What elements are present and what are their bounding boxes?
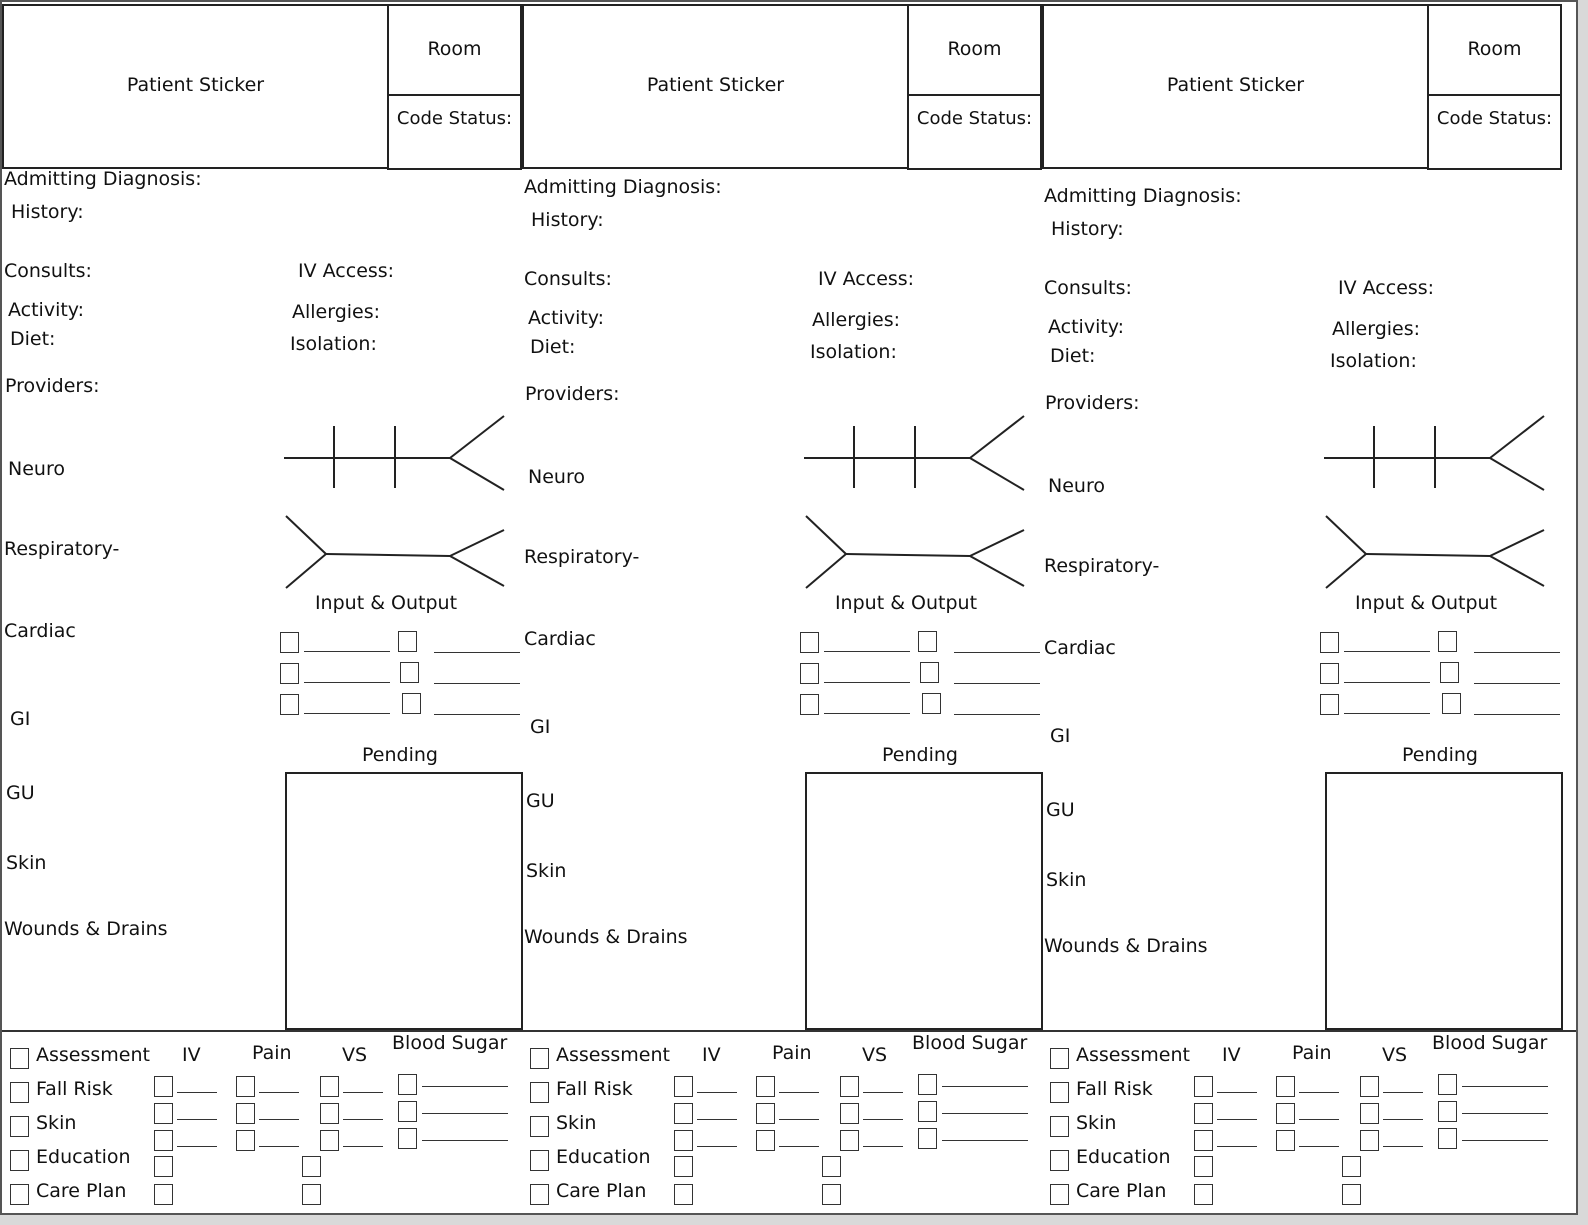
skin-label: Skin <box>6 852 47 874</box>
vs-header: VS <box>862 1044 888 1066</box>
blood-sugar-checkbox[interactable] <box>398 1128 417 1149</box>
checklist-item-label: Education <box>1076 1146 1171 1168</box>
iv-line[interactable] <box>177 1146 217 1147</box>
blood-sugar-checkbox[interactable] <box>1438 1074 1457 1095</box>
checklist-checkbox[interactable] <box>1050 1116 1069 1137</box>
output-checkbox[interactable] <box>398 631 417 652</box>
iv-checkbox[interactable] <box>1194 1103 1213 1124</box>
pain-header: Pain <box>252 1042 292 1064</box>
vs-checkbox[interactable] <box>1360 1130 1379 1151</box>
neuro-label: Neuro <box>1048 475 1105 497</box>
intake-checkbox[interactable] <box>800 694 819 715</box>
fishbone-cbc-diagram <box>284 514 506 592</box>
vs-checkbox[interactable] <box>840 1130 859 1151</box>
iv-checkbox[interactable] <box>154 1156 173 1177</box>
blood-sugar-checkbox[interactable] <box>398 1074 417 1095</box>
checklist-checkbox[interactable] <box>10 1048 29 1069</box>
output-checkbox[interactable] <box>918 631 937 652</box>
vs-checkbox[interactable] <box>320 1103 339 1124</box>
wounds-drains-label: Wounds & Drains <box>4 918 168 940</box>
checklist-item-label: Care Plan <box>36 1180 127 1202</box>
blood-sugar-line[interactable] <box>942 1086 1028 1087</box>
patient-sticker-box[interactable] <box>522 4 909 169</box>
pending-title: Pending <box>882 744 958 766</box>
room-box[interactable] <box>1427 4 1562 96</box>
task-checklist <box>530 1044 680 1214</box>
gu-label: GU <box>526 790 555 812</box>
intake-line[interactable] <box>824 713 910 714</box>
pending-box[interactable] <box>285 772 523 1030</box>
output-line[interactable] <box>1474 652 1560 653</box>
iv-line[interactable] <box>697 1092 737 1093</box>
wounds-drains-label: Wounds & Drains <box>1044 935 1208 957</box>
code-status-label: Code Status: <box>916 108 1033 129</box>
vs-line[interactable] <box>1383 1119 1423 1120</box>
cardiac-label: Cardiac <box>4 620 76 642</box>
iv-checkbox[interactable] <box>1194 1156 1213 1177</box>
iv-line[interactable] <box>177 1119 217 1120</box>
checklist-checkbox[interactable] <box>530 1082 549 1103</box>
pain-checkbox[interactable] <box>756 1103 775 1124</box>
vs-checkbox[interactable] <box>1360 1076 1379 1097</box>
output-line[interactable] <box>954 714 1040 715</box>
gi-label: GI <box>1050 725 1071 747</box>
checklist-checkbox[interactable] <box>530 1048 549 1069</box>
diet-label: Diet: <box>10 328 56 350</box>
iv-access-label: IV Access: <box>298 260 395 282</box>
checklist-checkbox[interactable] <box>530 1184 549 1205</box>
vs-checkbox[interactable] <box>840 1076 859 1097</box>
gu-label: GU <box>1046 799 1075 821</box>
pain-header: Pain <box>772 1042 812 1064</box>
checklist-checkbox[interactable] <box>10 1082 29 1103</box>
providers-label: Providers: <box>525 383 620 405</box>
blood-sugar-checkbox[interactable] <box>1438 1128 1457 1149</box>
allergies-label: Allergies: <box>292 301 381 323</box>
input-output-grid <box>1320 632 1560 722</box>
neuro-label: Neuro <box>8 458 65 480</box>
pain-checkbox[interactable] <box>822 1184 841 1205</box>
checklist-checkbox[interactable] <box>1050 1184 1069 1205</box>
intake-checkbox[interactable] <box>1320 663 1339 684</box>
intake-line[interactable] <box>1344 713 1430 714</box>
intake-line[interactable] <box>1344 682 1430 683</box>
pain-line[interactable] <box>259 1092 299 1093</box>
checklist-item-label: Fall Risk <box>556 1078 633 1100</box>
gu-label: GU <box>6 782 35 804</box>
input-output-title: Input & Output <box>834 592 978 614</box>
output-line[interactable] <box>434 714 520 715</box>
output-line[interactable] <box>434 683 520 684</box>
vs-checkbox[interactable] <box>320 1130 339 1151</box>
gi-label: GI <box>10 708 31 730</box>
pain-checkbox[interactable] <box>302 1184 321 1205</box>
blood-sugar-line[interactable] <box>422 1086 508 1087</box>
pain-checkbox[interactable] <box>822 1156 841 1177</box>
iv-line[interactable] <box>697 1119 737 1120</box>
vs-checkbox[interactable] <box>840 1103 859 1124</box>
checklist-item-label: Fall Risk <box>36 1078 113 1100</box>
output-checkbox[interactable] <box>920 662 939 683</box>
iv-header: IV <box>182 1044 201 1066</box>
vs-line[interactable] <box>1383 1092 1423 1093</box>
activity-label: Activity: <box>528 307 605 329</box>
checklist-item-label: Education <box>556 1146 651 1168</box>
history-label: History: <box>11 201 84 223</box>
allergies-label: Allergies: <box>812 309 901 331</box>
tracker-grid <box>1192 1072 1562 1212</box>
iv-line[interactable] <box>177 1092 217 1093</box>
intake-line[interactable] <box>304 651 390 652</box>
pain-checkbox[interactable] <box>1342 1156 1361 1177</box>
vs-line[interactable] <box>343 1146 383 1147</box>
code-status-label: Code Status: <box>396 108 513 129</box>
pain-line[interactable] <box>1299 1146 1339 1147</box>
iv-header: IV <box>702 1044 721 1066</box>
admitting-diagnosis-label: Admitting Diagnosis: <box>1044 185 1242 207</box>
checklist-checkbox[interactable] <box>1050 1082 1069 1103</box>
blood-sugar-line[interactable] <box>942 1140 1028 1141</box>
blood-sugar-line[interactable] <box>1462 1113 1548 1114</box>
room-box[interactable] <box>387 4 522 96</box>
pain-checkbox[interactable] <box>1276 1130 1295 1151</box>
iv-line[interactable] <box>1217 1092 1257 1093</box>
vs-checkbox[interactable] <box>1360 1103 1379 1124</box>
iv-checkbox[interactable] <box>674 1130 693 1151</box>
checklist-item-label: Care Plan <box>556 1180 647 1202</box>
intake-line[interactable] <box>304 682 390 683</box>
checklist-checkbox[interactable] <box>530 1116 549 1137</box>
blood-sugar-checkbox[interactable] <box>1438 1101 1457 1122</box>
diet-label: Diet: <box>530 336 576 358</box>
vs-line[interactable] <box>863 1092 903 1093</box>
pending-title: Pending <box>362 744 438 766</box>
admitting-diagnosis-label: Admitting Diagnosis: <box>4 168 202 190</box>
intake-checkbox[interactable] <box>280 632 299 653</box>
blood-sugar-checkbox[interactable] <box>918 1101 937 1122</box>
fishbone-bmp-diagram <box>284 414 506 494</box>
iv-checkbox[interactable] <box>154 1130 173 1151</box>
respiratory-label: Respiratory- <box>524 546 640 568</box>
isolation-label: Isolation: <box>290 333 377 355</box>
neuro-label: Neuro <box>528 466 585 488</box>
room-label: Room <box>1467 38 1522 60</box>
blood-sugar-header: Blood Sugar <box>392 1032 508 1054</box>
providers-label: Providers: <box>1045 392 1140 414</box>
blood-sugar-line[interactable] <box>422 1113 508 1114</box>
fishbone-cbc-diagram <box>804 514 1026 592</box>
pain-line[interactable] <box>1299 1119 1339 1120</box>
input-output-title: Input & Output <box>314 592 458 614</box>
iv-checkbox[interactable] <box>674 1076 693 1097</box>
input-output-title: Input & Output <box>1354 592 1498 614</box>
output-line[interactable] <box>954 683 1040 684</box>
patient-sticker-box[interactable] <box>1042 4 1429 169</box>
patient-section-1 <box>2 2 522 1213</box>
iv-line[interactable] <box>1217 1146 1257 1147</box>
admitting-diagnosis-label: Admitting Diagnosis: <box>524 176 722 198</box>
iv-line[interactable] <box>697 1146 737 1147</box>
iv-checkbox[interactable] <box>1194 1130 1213 1151</box>
isolation-label: Isolation: <box>810 341 897 363</box>
patient-sticker-box[interactable] <box>2 4 389 169</box>
fishbone-cbc-diagram <box>1324 514 1546 592</box>
iv-checkbox[interactable] <box>1194 1076 1213 1097</box>
blood-sugar-line[interactable] <box>942 1113 1028 1114</box>
isolation-label: Isolation: <box>1330 350 1417 372</box>
task-checklist <box>10 1044 160 1214</box>
vs-header: VS <box>342 1044 368 1066</box>
gi-label: GI <box>530 716 551 738</box>
respiratory-label: Respiratory- <box>1044 555 1160 577</box>
pain-checkbox[interactable] <box>236 1103 255 1124</box>
blood-sugar-checkbox[interactable] <box>918 1128 937 1149</box>
wounds-drains-label: Wounds & Drains <box>524 926 688 948</box>
checklist-item-label: Skin <box>1076 1112 1117 1134</box>
output-checkbox[interactable] <box>402 693 421 714</box>
code-status-box[interactable] <box>907 94 1042 170</box>
vs-line[interactable] <box>863 1119 903 1120</box>
pain-line[interactable] <box>779 1146 819 1147</box>
code-status-box[interactable] <box>387 94 522 170</box>
allergies-label: Allergies: <box>1332 318 1421 340</box>
pain-checkbox[interactable] <box>302 1156 321 1177</box>
diet-label: Diet: <box>1050 345 1096 367</box>
history-label: History: <box>531 209 604 231</box>
pain-line[interactable] <box>259 1119 299 1120</box>
consults-label: Consults: <box>4 260 92 282</box>
output-checkbox[interactable] <box>1442 693 1461 714</box>
pain-checkbox[interactable] <box>756 1076 775 1097</box>
input-output-grid <box>800 632 1040 722</box>
output-line[interactable] <box>1474 683 1560 684</box>
checklist-item-label: Skin <box>36 1112 77 1134</box>
vs-checkbox[interactable] <box>320 1076 339 1097</box>
checklist-item-label: Assessment <box>556 1044 670 1066</box>
intake-line[interactable] <box>824 651 910 652</box>
activity-label: Activity: <box>1048 316 1125 338</box>
vs-line[interactable] <box>343 1119 383 1120</box>
room-label: Room <box>427 38 482 60</box>
iv-header: IV <box>1222 1044 1241 1066</box>
code-status-box[interactable] <box>1427 94 1562 170</box>
iv-line[interactable] <box>1217 1119 1257 1120</box>
blood-sugar-checkbox[interactable] <box>398 1101 417 1122</box>
skin-label: Skin <box>1046 869 1087 891</box>
pain-checkbox[interactable] <box>1276 1076 1295 1097</box>
pain-checkbox[interactable] <box>236 1076 255 1097</box>
intake-line[interactable] <box>304 713 390 714</box>
intake-checkbox[interactable] <box>1320 694 1339 715</box>
vs-line[interactable] <box>1383 1146 1423 1147</box>
checklist-checkbox[interactable] <box>10 1116 29 1137</box>
iv-checkbox[interactable] <box>1194 1184 1213 1205</box>
fishbone-bmp-diagram <box>804 414 1026 494</box>
iv-checkbox[interactable] <box>674 1156 693 1177</box>
input-output-grid <box>280 632 520 722</box>
iv-checkbox[interactable] <box>674 1103 693 1124</box>
patient-sticker-label: Patient Sticker <box>126 74 265 96</box>
patient-sticker-label: Patient Sticker <box>646 74 785 96</box>
checklist-item-label: Assessment <box>1076 1044 1190 1066</box>
blood-sugar-checkbox[interactable] <box>918 1074 937 1095</box>
iv-access-label: IV Access: <box>1338 277 1435 299</box>
intake-line[interactable] <box>1344 651 1430 652</box>
output-line[interactable] <box>954 652 1040 653</box>
intake-checkbox[interactable] <box>1320 632 1339 653</box>
output-checkbox[interactable] <box>1438 631 1457 652</box>
checklist-item-label: Assessment <box>36 1044 150 1066</box>
pain-checkbox[interactable] <box>756 1130 775 1151</box>
pending-box[interactable] <box>805 772 1043 1030</box>
iv-checkbox[interactable] <box>674 1184 693 1205</box>
skin-label: Skin <box>526 860 567 882</box>
iv-checkbox[interactable] <box>154 1103 173 1124</box>
pain-line[interactable] <box>259 1146 299 1147</box>
iv-access-label: IV Access: <box>818 268 915 290</box>
cardiac-label: Cardiac <box>1044 637 1116 659</box>
iv-checkbox[interactable] <box>154 1076 173 1097</box>
pain-line[interactable] <box>779 1092 819 1093</box>
checklist-checkbox[interactable] <box>10 1150 29 1171</box>
room-label: Room <box>947 38 1002 60</box>
pending-box[interactable] <box>1325 772 1563 1030</box>
blood-sugar-header: Blood Sugar <box>912 1032 1028 1054</box>
checklist-item-label: Care Plan <box>1076 1180 1167 1202</box>
task-checklist <box>1050 1044 1200 1214</box>
output-line[interactable] <box>1474 714 1560 715</box>
patient-section-2 <box>522 2 1042 1213</box>
output-line[interactable] <box>434 652 520 653</box>
output-checkbox[interactable] <box>922 693 941 714</box>
pain-line[interactable] <box>779 1119 819 1120</box>
consults-label: Consults: <box>524 268 612 290</box>
checklist-checkbox[interactable] <box>530 1150 549 1171</box>
respiratory-label: Respiratory- <box>4 538 120 560</box>
checklist-checkbox[interactable] <box>1050 1150 1069 1171</box>
vs-header: VS <box>1382 1044 1408 1066</box>
pain-checkbox[interactable] <box>1276 1103 1295 1124</box>
pain-checkbox[interactable] <box>1342 1184 1361 1205</box>
output-checkbox[interactable] <box>1440 662 1459 683</box>
output-checkbox[interactable] <box>400 662 419 683</box>
checklist-checkbox[interactable] <box>1050 1048 1069 1069</box>
pending-title: Pending <box>1402 744 1478 766</box>
vs-line[interactable] <box>863 1146 903 1147</box>
tracker-grid <box>152 1072 522 1212</box>
blood-sugar-header: Blood Sugar <box>1432 1032 1548 1054</box>
intake-line[interactable] <box>824 682 910 683</box>
intake-checkbox[interactable] <box>800 632 819 653</box>
consults-label: Consults: <box>1044 277 1132 299</box>
room-box[interactable] <box>907 4 1042 96</box>
checklist-item-label: Fall Risk <box>1076 1078 1153 1100</box>
patient-sticker-label: Patient Sticker <box>1166 74 1305 96</box>
tracker-grid <box>672 1072 1042 1212</box>
code-status-label: Code Status: <box>1436 108 1553 129</box>
intake-checkbox[interactable] <box>280 694 299 715</box>
iv-checkbox[interactable] <box>154 1184 173 1205</box>
fishbone-bmp-diagram <box>1324 414 1546 494</box>
intake-checkbox[interactable] <box>800 663 819 684</box>
blood-sugar-line[interactable] <box>1462 1140 1548 1141</box>
cardiac-label: Cardiac <box>524 628 596 650</box>
vs-line[interactable] <box>343 1092 383 1093</box>
blood-sugar-line[interactable] <box>422 1140 508 1141</box>
patient-section-3 <box>1042 2 1562 1213</box>
pain-header: Pain <box>1292 1042 1332 1064</box>
pain-checkbox[interactable] <box>236 1130 255 1151</box>
activity-label: Activity: <box>8 299 85 321</box>
checklist-item-label: Education <box>36 1146 131 1168</box>
checklist-checkbox[interactable] <box>10 1184 29 1205</box>
pain-line[interactable] <box>1299 1092 1339 1093</box>
providers-label: Providers: <box>5 375 100 397</box>
history-label: History: <box>1051 218 1124 240</box>
blood-sugar-line[interactable] <box>1462 1086 1548 1087</box>
checklist-item-label: Skin <box>556 1112 597 1134</box>
intake-checkbox[interactable] <box>280 663 299 684</box>
